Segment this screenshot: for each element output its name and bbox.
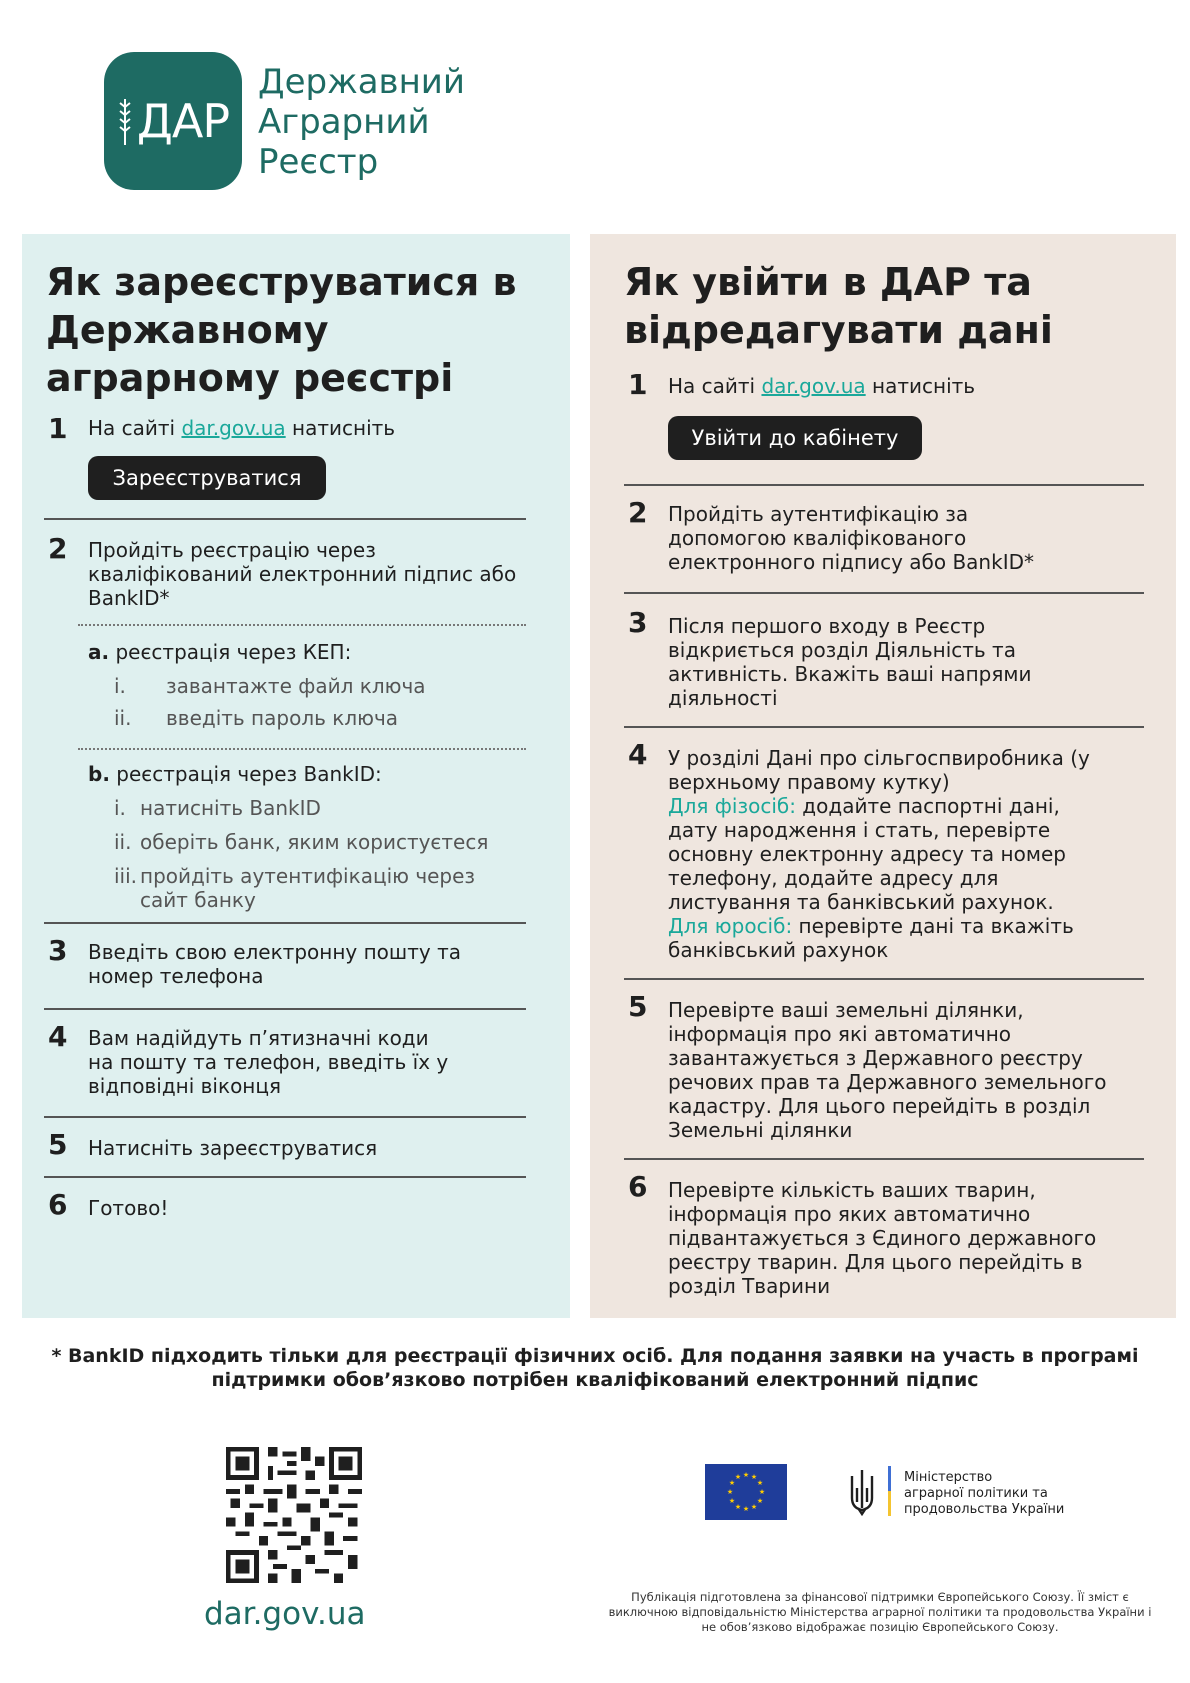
login-title: Як увійти в ДАР та відредагувати дані [624, 260, 1053, 352]
bankid-step: натисніть BankID [140, 796, 321, 820]
wheat-icon [117, 95, 133, 147]
svg-text:★: ★ [750, 1473, 758, 1481]
svg-text:★: ★ [734, 1503, 742, 1511]
right-step-6-number: 6 [628, 1170, 648, 1203]
roman-numeral: ii. [114, 830, 132, 854]
roman-numeral: i. [114, 674, 126, 698]
svg-text:★: ★ [742, 1471, 750, 1479]
login-cabinet-button[interactable]: Увійти до кабінету [668, 416, 922, 460]
site-url[interactable]: dar.gov.ua [204, 1596, 366, 1632]
kep-step: введіть пароль ключа [166, 706, 399, 730]
divider [624, 592, 1144, 594]
bankid-subheading: b. реєстрація через BankID: [88, 762, 382, 786]
bankid-step: оберіть банк, яким користуєтеся [140, 830, 489, 854]
right-step-4-number: 4 [628, 738, 648, 771]
left-step-6-text: Готово! [88, 1196, 169, 1220]
svg-text:★: ★ [734, 1473, 742, 1481]
registration-panel [22, 234, 570, 1318]
trident-icon [848, 1468, 876, 1516]
right-step-1-text: На сайті dar.gov.ua натисніть [668, 374, 976, 398]
right-step-1-number: 1 [628, 368, 648, 401]
divider [624, 484, 1144, 486]
left-step-4-number: 4 [48, 1020, 68, 1053]
svg-text:★: ★ [758, 1488, 766, 1496]
dotted-divider [78, 624, 526, 626]
bankid-footnote: * BankID підходить тільки для реєстрації фізичних осіб. Для подання заявки на участь в програмі підтримки обов’язково потрібен кваліфікований електронний підпис [51, 1345, 1139, 1391]
roman-numeral: i. [114, 796, 126, 820]
svg-text:★: ★ [728, 1479, 736, 1487]
left-step-1-number: 1 [48, 412, 68, 445]
divider [624, 726, 1144, 728]
svg-text:★: ★ [750, 1503, 758, 1511]
individuals-label: Для фізосіб: [668, 794, 796, 818]
eu-disclaimer: Публікація підготовлена за фінансової підтримки Європейського Союзу. Її зміст є виключною відповідальністю Міністерства аграрної політики та продовольства України і не обов’язково відображає позицію Європейського Союзу. [608, 1590, 1152, 1634]
dar-logo [104, 52, 242, 190]
right-step-3-text: Після першого входу в Реєстр відкриється розділ Діяльність та активність. Вкажіть ваші напрями діяльності [668, 614, 1032, 710]
register-button[interactable]: Зареєструватися [88, 456, 326, 500]
svg-text:★: ★ [756, 1497, 764, 1505]
right-step-3-number: 3 [628, 606, 648, 639]
left-step-2-text: Пройдіть реєстрацію через кваліфікований електронний підпис або BankID* [88, 538, 517, 610]
divider [624, 1158, 1144, 1160]
bankid-step: пройдіть аутентифікацію через сайт банку [140, 864, 476, 912]
left-step-5-text: Натисніть зареєструватися [88, 1136, 378, 1160]
left-step-2-number: 2 [48, 532, 68, 565]
divider [624, 978, 1144, 980]
svg-text:★: ★ [728, 1497, 736, 1505]
logo-mark: ДАР [136, 94, 230, 148]
left-step-3-text: Введіть свою електронну пошту та номер телефона [88, 940, 461, 988]
left-step-1-text: На сайті dar.gov.ua натисніть [88, 416, 396, 440]
dar-site-link[interactable]: dar.gov.ua [181, 416, 286, 440]
svg-text:★: ★ [756, 1479, 764, 1487]
eu-flag-icon [705, 1464, 787, 1520]
divider [44, 518, 526, 520]
logo-wordmark [258, 62, 465, 182]
ministry-divider [888, 1466, 891, 1516]
kep-step: завантажте файл ключа [166, 674, 426, 698]
right-step-2-text: Пройдіть аутентифікацію за допомогою кваліфікованого електронного підпису або BankID* [668, 502, 1034, 574]
logo-line-2: Аграрний [258, 102, 430, 142]
divider [44, 1008, 526, 1010]
svg-text:★: ★ [742, 1505, 750, 1513]
legal-entities-label: Для юросіб: [668, 914, 793, 938]
logo-line-1: Державний [258, 62, 465, 102]
right-step-5-text: Перевірте ваші земельні ділянки, інформація про які автоматично завантажується з Державного реєстру речових прав та Державного земельного кадастру. Для цього перейдіть в розділ Земельні ділянки [668, 998, 1107, 1142]
left-step-3-number: 3 [48, 934, 68, 967]
qr-code-icon [226, 1447, 362, 1583]
dar-site-link[interactable]: dar.gov.ua [761, 374, 866, 398]
svg-text:★: ★ [726, 1488, 734, 1496]
divider [44, 1176, 526, 1178]
left-step-4-text: Вам надійдуть п’ятизначні коди на пошту та телефон, введіть їх у відповідні віконця [88, 1026, 449, 1098]
ministry-name: Міністерство аграрної політики та продовольства України [904, 1470, 1065, 1517]
roman-numeral: ii. [114, 706, 132, 730]
left-step-5-number: 5 [48, 1128, 68, 1161]
divider [44, 1116, 526, 1118]
divider [44, 922, 526, 924]
left-step-6-number: 6 [48, 1188, 68, 1221]
right-step-4-text: У розділі Дані про сільгоспвиробника (у верхньому правому кутку) Для фізосіб: додайте паспортні дані, дату народження і стать, перевірте основну електронну адресу та номер телефону, додайте адресу для листування та банківський рахунок. Для юросіб: перевірте дані та вкажіть банківський рахунок [668, 746, 1090, 962]
dotted-divider [78, 748, 526, 750]
right-step-5-number: 5 [628, 990, 648, 1023]
logo-line-3: Реєстр [258, 142, 379, 182]
login-panel [590, 234, 1176, 1318]
right-step-2-number: 2 [628, 496, 648, 529]
roman-numeral: iii. [114, 864, 138, 888]
registration-title: Як зареєструватися в Державному аграрному реєстрі [46, 260, 517, 400]
right-step-6-text: Перевірте кількість ваших тварин, інформація про яких автоматично підвантажується з Єдиного державного реєстру тварин. Для цього перейдіть в розділ Тварини [668, 1178, 1097, 1298]
kep-subheading: a. реєстрація через КЕП: [88, 640, 352, 664]
